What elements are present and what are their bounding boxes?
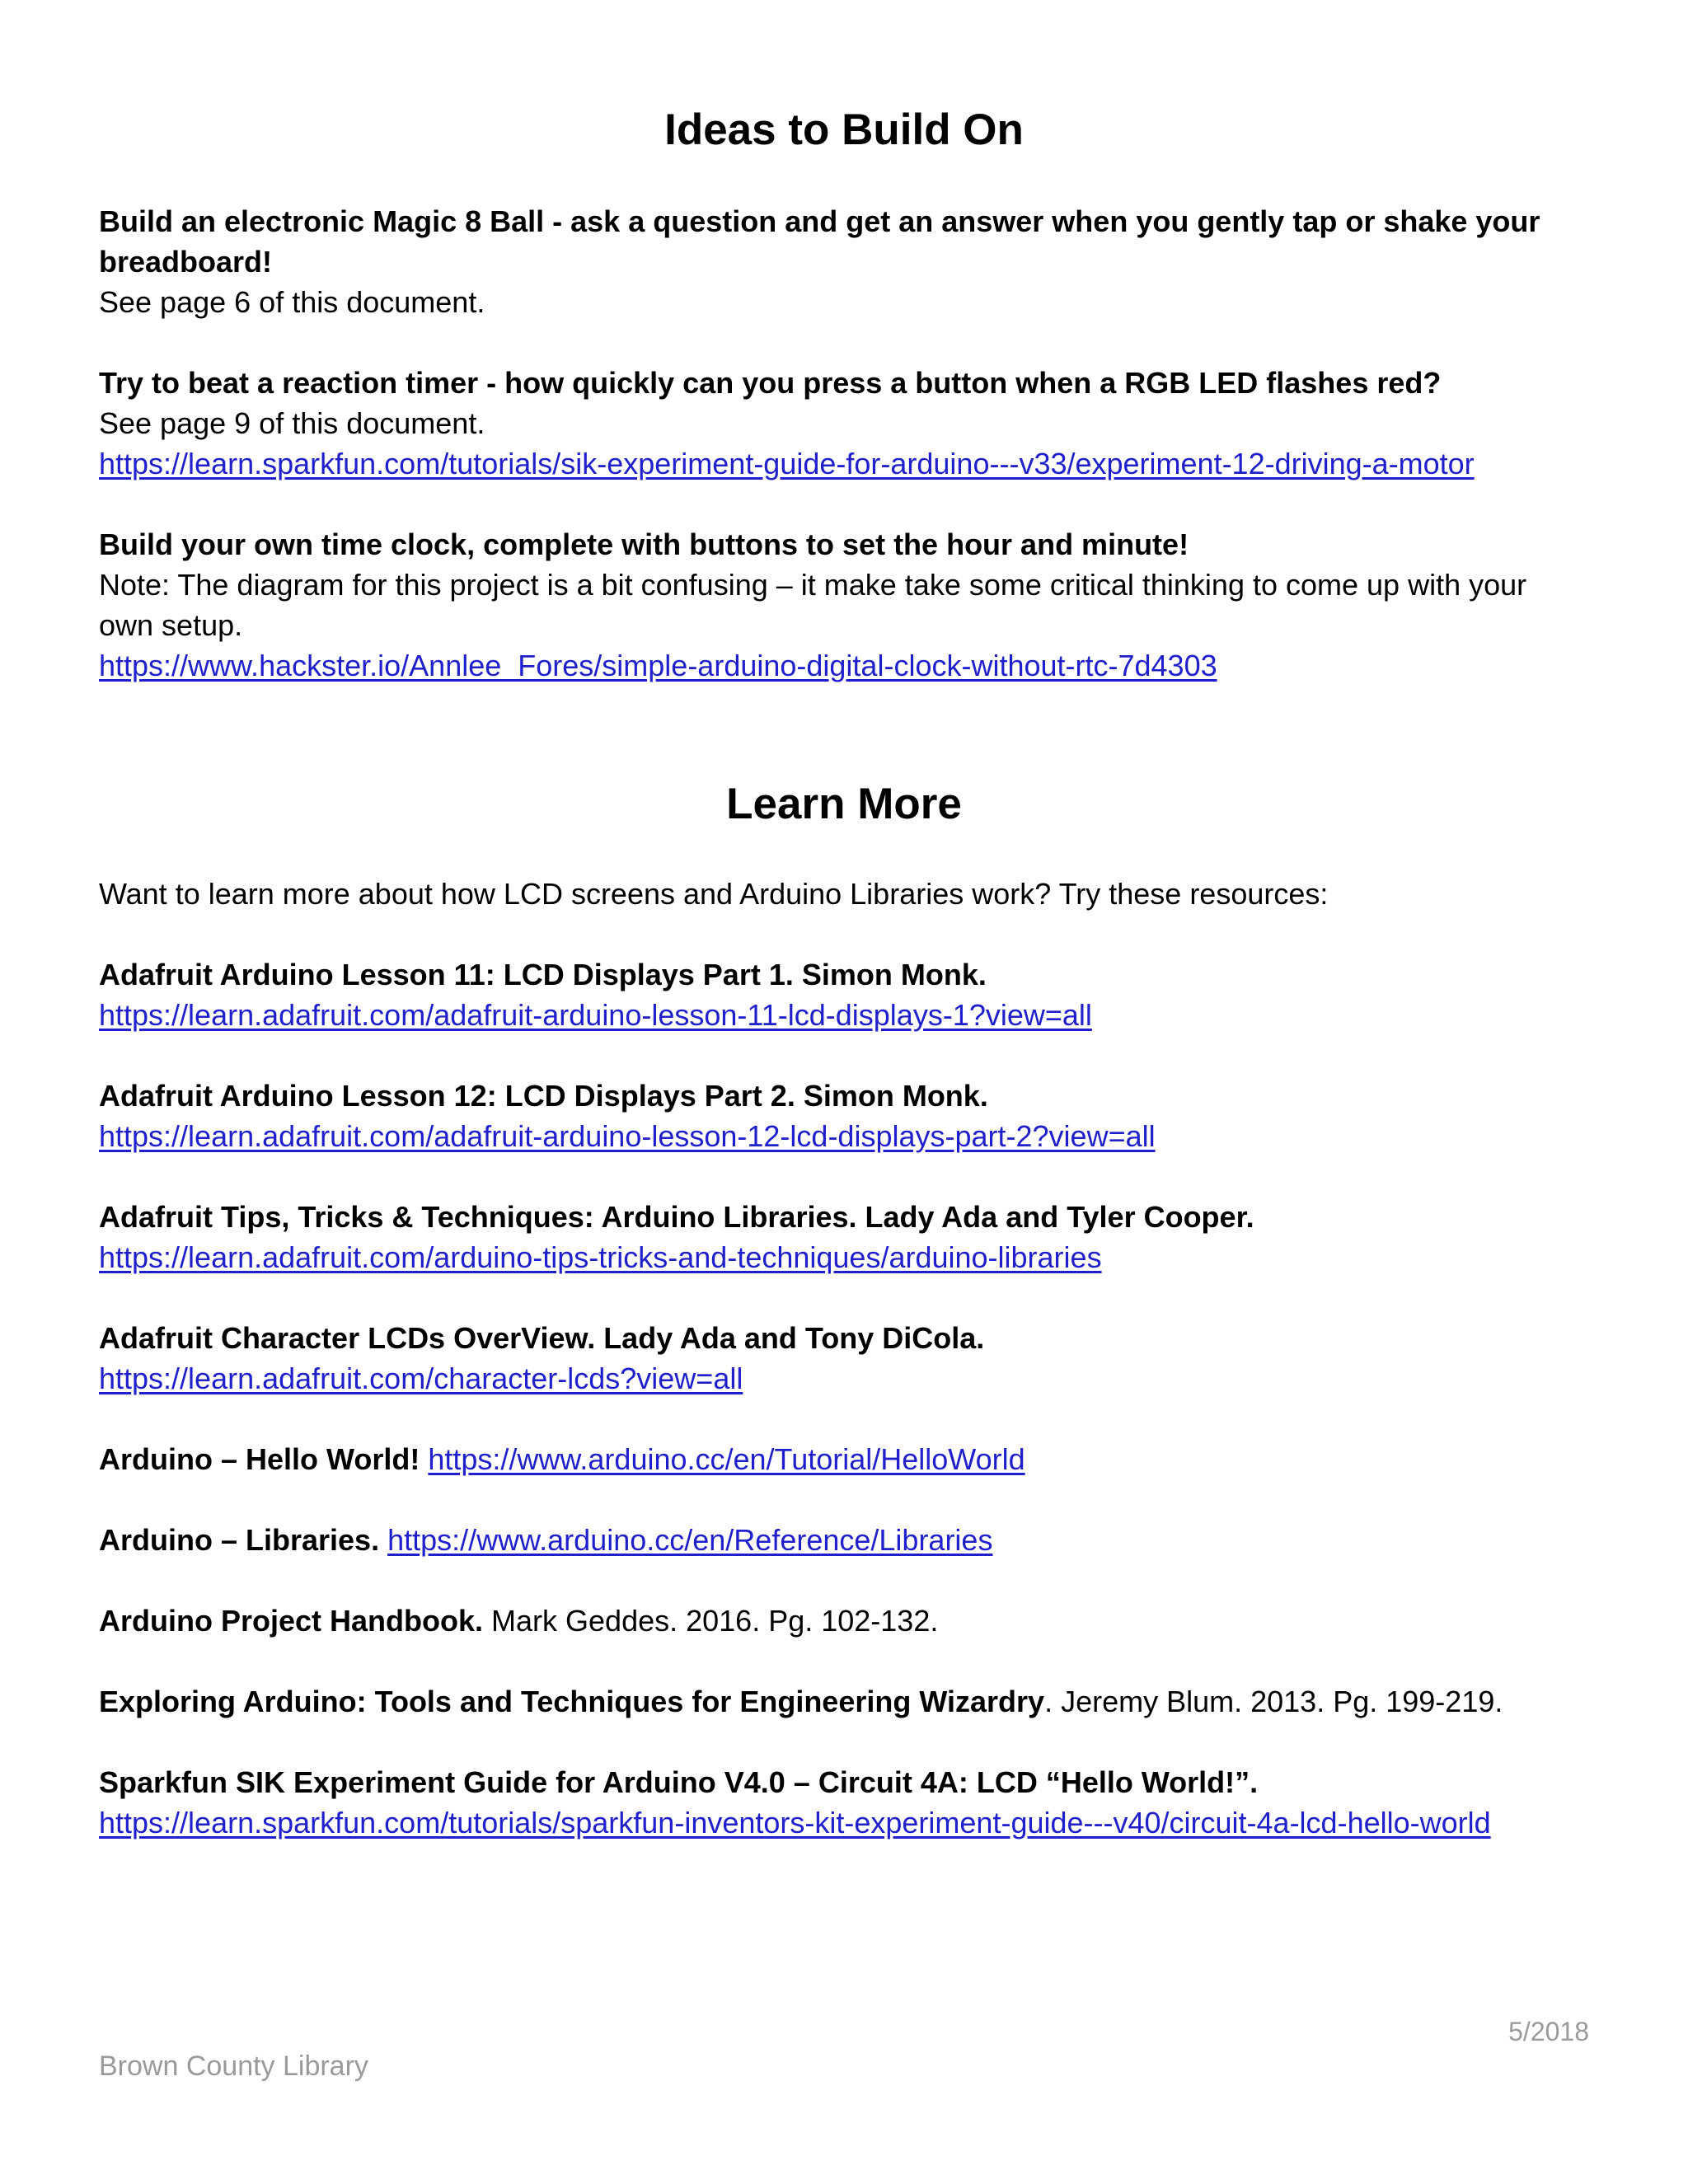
- resource-5-title: Arduino – Hello World!: [99, 1442, 420, 1476]
- resource-3-link-row: [99, 1237, 1102, 1277]
- resource-7-row: [99, 1601, 938, 1641]
- resource-9-link[interactable]: https://learn.sparkfun.com/tutorials/sparkfun-inventors-kit-experiment-guide---v40/circuit-4a-lcd-hello-world: [99, 1806, 1491, 1840]
- idea-reaction-timer-link[interactable]: https://learn.sparkfun.com/tutorials/sik-experiment-guide-for-arduino---v33/experiment-12-driving-a-motor: [99, 447, 1475, 480]
- section-title-learn-more: Learn More: [726, 780, 962, 828]
- section-title-ideas: Ideas to Build On: [664, 105, 1024, 154]
- idea-magic-8-ball-note: See page 6 of this document.: [99, 285, 485, 319]
- idea-time-clock-heading: Build your own time clock, complete with buttons to set the hour and minute!: [99, 527, 1189, 561]
- idea-reaction-timer-link-row: [99, 443, 1475, 484]
- resource-7-title: Arduino Project Handbook.: [99, 1604, 484, 1638]
- idea-magic-8-ball-heading-line1: Build an electronic Magic 8 Ball - ask a question and get an answer when you gently tap or shake your: [99, 204, 1540, 238]
- learn-more-intro: Want to learn more about how LCD screens and Arduino Libraries work? Try these resources:: [99, 877, 1329, 911]
- resource-6-link[interactable]: https://www.arduino.cc/en/Reference/Libraries: [387, 1523, 993, 1557]
- resource-4-link[interactable]: https://learn.adafruit.com/character-lcds?view=all: [99, 1361, 743, 1395]
- idea-time-clock-link-row: [99, 645, 1217, 686]
- resource-6-row: [99, 1520, 992, 1560]
- resource-5-link[interactable]: https://www.arduino.cc/en/Tutorial/HelloWorld: [428, 1442, 1025, 1476]
- resource-4-title: Adafruit Character LCDs OverView. Lady Ada and Tony DiCola.: [99, 1321, 985, 1355]
- footer-library-name: Brown County Library: [99, 2050, 368, 2082]
- resource-9-link-row: [99, 1802, 1491, 1843]
- idea-time-clock-link[interactable]: https://www.hackster.io/Annlee_Fores/simple-arduino-digital-clock-without-rtc-7d4303: [99, 649, 1217, 682]
- resource-2-title: Adafruit Arduino Lesson 12: LCD Displays Part 2. Simon Monk.: [99, 1079, 988, 1113]
- resource-3-title: Adafruit Tips, Tricks & Techniques: Arduino Libraries. Lady Ada and Tyler Cooper.: [99, 1200, 1254, 1234]
- resource-1-title: Adafruit Arduino Lesson 11: LCD Displays Part 1. Simon Monk.: [99, 958, 987, 991]
- resource-6-title: Arduino – Libraries.: [99, 1523, 380, 1557]
- resource-2-link[interactable]: https://learn.adafruit.com/adafruit-arduino-lesson-12-lcd-displays-part-2?view=all: [99, 1119, 1156, 1153]
- idea-magic-8-ball-heading-line2: breadboard!: [99, 245, 273, 279]
- resource-8-row: [99, 1681, 1503, 1722]
- idea-reaction-timer-note: See page 9 of this document.: [99, 406, 485, 440]
- resource-7-details: Mark Geddes. 2016. Pg. 102-132.: [483, 1604, 939, 1638]
- idea-reaction-timer-heading: Try to beat a reaction timer - how quickly can you press a button when a RGB LED flashes red?: [99, 366, 1442, 400]
- resource-9-title: Sparkfun SIK Experiment Guide for Arduino V4.0 – Circuit 4A: LCD “Hello World!”.: [99, 1765, 1259, 1799]
- footer-date: 5/2018: [1508, 2017, 1589, 2046]
- idea-time-clock-note-line2: own setup.: [99, 608, 243, 642]
- idea-time-clock-note-line1: Note: The diagram for this project is a bit confusing – it make take some critical thinking to come up with your: [99, 568, 1527, 602]
- resource-4-link-row: [99, 1358, 743, 1399]
- resource-1-link[interactable]: https://learn.adafruit.com/adafruit-arduino-lesson-11-lcd-displays-1?view=all: [99, 998, 1092, 1032]
- resource-1-link-row: [99, 995, 1092, 1035]
- resource-3-link[interactable]: https://learn.adafruit.com/arduino-tips-tricks-and-techniques/arduino-libraries: [99, 1240, 1102, 1274]
- resource-5-row: [99, 1439, 1025, 1479]
- resource-2-link-row: [99, 1116, 1156, 1156]
- resource-8-details: . Jeremy Blum. 2013. Pg. 199-219.: [1044, 1685, 1503, 1718]
- resource-8-title: Exploring Arduino: Tools and Techniques for Engineering Wizardry: [99, 1685, 1045, 1718]
